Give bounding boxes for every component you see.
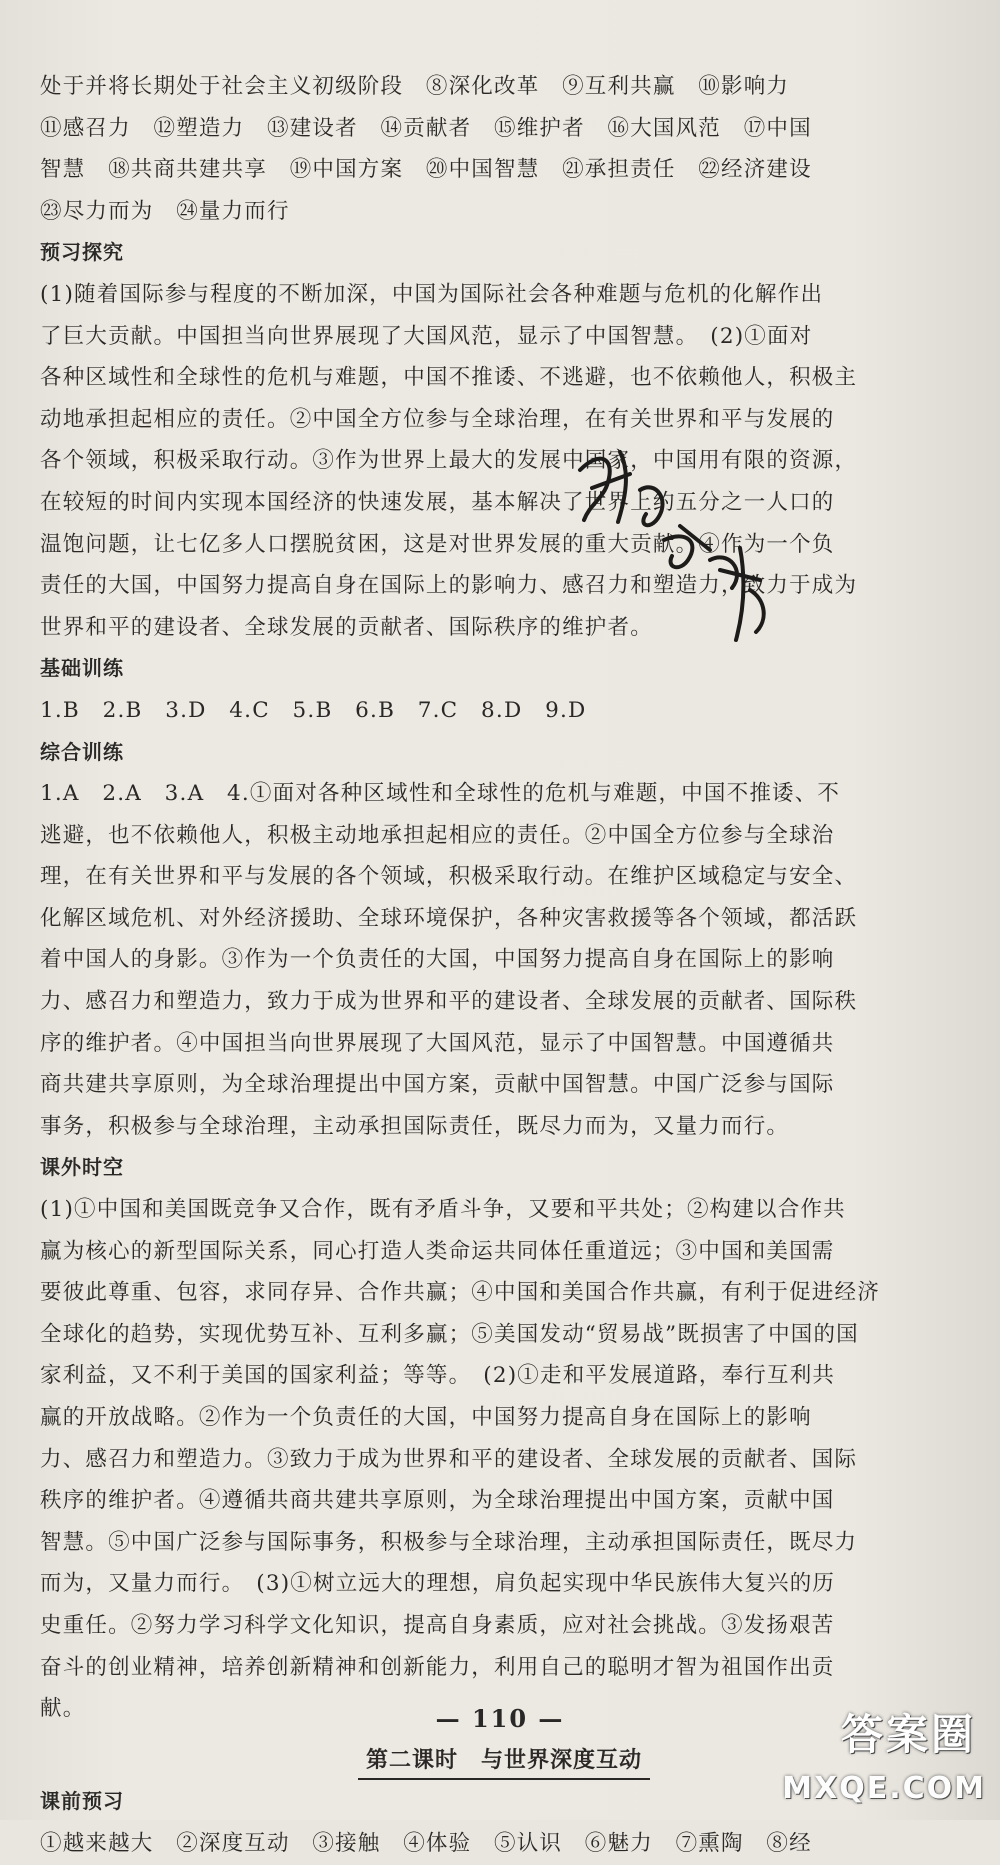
section-heading-extracurricular: 课外时空 [40,1155,124,1180]
text-line: 奋斗的创业精神，培养创新精神和创新能力，利用自己的聪明才智为祖国作出贡 [40,1654,835,1680]
text-line: 力、感召力和塑造力，致力于成为世界和平的建设者、全球发展的贡献者、国际秩 [40,989,858,1015]
text-line: 各个领域，积极采取行动。③作为世界上最大的发展中国家，中国用有限的资源， [40,448,858,474]
text-line: 献。 [40,1696,86,1722]
watermark-url-text: MXQE.COM [782,1771,986,1806]
text-line: 而为，又量力而行。 (3)①树立远大的理想，肩负起实现中华民族伟大复兴的历 [40,1571,836,1597]
text-line: 赢为核心的新型国际关系，同心打造人类命运共同体任重道远；③中国和美国需 [40,1238,835,1264]
page-number: — 110 — [435,1704,565,1733]
lesson-title-text: 第二课时 与世界深度互动 [358,1744,650,1780]
text-line: 世界和平的建设者、全球发展的贡献者、国际秩序的维护者。 [40,614,653,640]
text-line: 秩序的维护者。④遵循共商共建共享原则，为全球治理提出中国方案，贡献中国 [40,1488,835,1514]
text-line: 1.A 2.A 3.A 4.①面对各种区域性和全球性的危机与难题，中国不推诿、不 [40,781,841,807]
text-line: (1)①中国和美国既竞争又合作，既有矛盾斗争，又要和平共处；②构建以合作共 [40,1197,846,1223]
text-line: 在较短的时间内实现本国经济的快速发展，基本解决了世界上约五分之一人口的 [40,489,835,515]
text-line: 责任的大国，中国努力提高自身在国际上的影响力、感召力和塑造力，致力于成为 [40,573,858,599]
answer-list: 1.B 2.B 3.D 4.C 5.B 6.B 7.C 8.D 9.D [40,697,587,723]
text-line: 温饱问题，让七亿多人口摆脱贫困，这是对世界发展的重大贡献。④作为一个负 [40,531,835,557]
section-heading-pre-class: 课前预习 [40,1789,124,1814]
watermark-logo-text: 答案圈 [840,1710,976,1759]
text-line: 了巨大贡献。中国担当向世界展现了大国风范，显示了中国智慧。 (2)①面对 [40,323,813,349]
answer-key-content [40,66,968,1865]
text-line: ㉓尽力而为 ㉔量力而行 [40,198,290,224]
text-line: 事务，积极参与全球治理，主动承担国际责任，既尽力而为，又量力而行。 [40,1113,790,1139]
text-line: 赢的开放战略。②作为一个负责任的大国，中国努力提高自身在国际上的影响 [40,1405,812,1430]
text-line: 家利益，又不利于美国的国家利益；等等。 (2)①走和平发展道路，奉行互利共 [40,1363,836,1389]
text-line: 各种区域性和全球性的危机与难题，中国不推诿、不逃避，也不依赖他人，积极主 [40,365,858,391]
text-line: (1)随着国际参与程度的不断加深，中国为国际社会各种难题与危机的化解作出 [40,281,824,307]
text-line: 智慧 ⑱共商共建共享 ⑲中国方案 ⑳中国智慧 ㉑承担责任 ㉒经济建设 [40,157,812,183]
text-line: 力、感召力和塑造力。③致力于成为世界和平的建设者、全球发展的贡献者、国际 [40,1446,858,1472]
text-line: 处于并将长期处于社会主义初级阶段 ⑧深化改革 ⑨互利共赢 ⑩影响力 [40,74,790,99]
text-line: 理，在有关世界和平与发展的各个领域，积极采取行动。在维护区域稳定与安全、 [40,864,858,890]
text-line: 全球化的趋势，实现优势互补、互利多赢；⑤美国发动“贸易战”既损害了中国的国 [40,1321,859,1347]
text-line: 逃避，也不依赖他人，积极主动地承担起相应的责任。②中国全方位参与全球治 [40,822,835,848]
section-heading-comprehensive-training: 综合训练 [40,739,124,764]
text-line: 智慧。⑤中国广泛参与国际事务，积极参与全球治理，主动承担国际责任，既尽力 [40,1529,858,1555]
section-heading-basic-training: 基础训练 [40,656,124,681]
text-line: 要彼此尊重、包容，求同存异、合作共赢；④中国和美国合作共赢，有利于促进经济 [40,1280,880,1306]
text-line: 史重任。②努力学习科学文化知识，提高自身素质，应对社会挑战。③发扬艰苦 [40,1612,835,1638]
text-line: ①越来越大 ②深度互动 ③接触 ④体验 ⑤认识 ⑥魅力 ⑦熏陶 ⑧经 [40,1830,812,1856]
text-line: 序的维护者。④中国担当向世界展现了大国风范，显示了中国智慧。中国遵循共 [40,1030,835,1056]
text-line: 着中国人的身影。③作为一个负责任的大国，中国努力提高自身在国际上的影响 [40,947,835,973]
handwritten-signature-icon [560,430,790,660]
text-line: 动地承担起相应的责任。②中国全方位参与全球治理，在有关世界和平与发展的 [40,406,835,432]
text-line: ⑪感召力 ⑫塑造力 ⑬建设者 ⑭贡献者 ⑮维护者 ⑯大国风范 ⑰中国 [40,115,812,141]
text-line: 商共建共享原则，为全球治理提出中国方案，贡献中国智慧。中国广泛参与国际 [40,1072,835,1098]
text-line: 化解区域危机、对外经济援助、全球环境保护，各种灾害救援等各个领域，都活跃 [40,905,858,931]
section-heading-preview-explore: 预习探究 [40,240,124,265]
